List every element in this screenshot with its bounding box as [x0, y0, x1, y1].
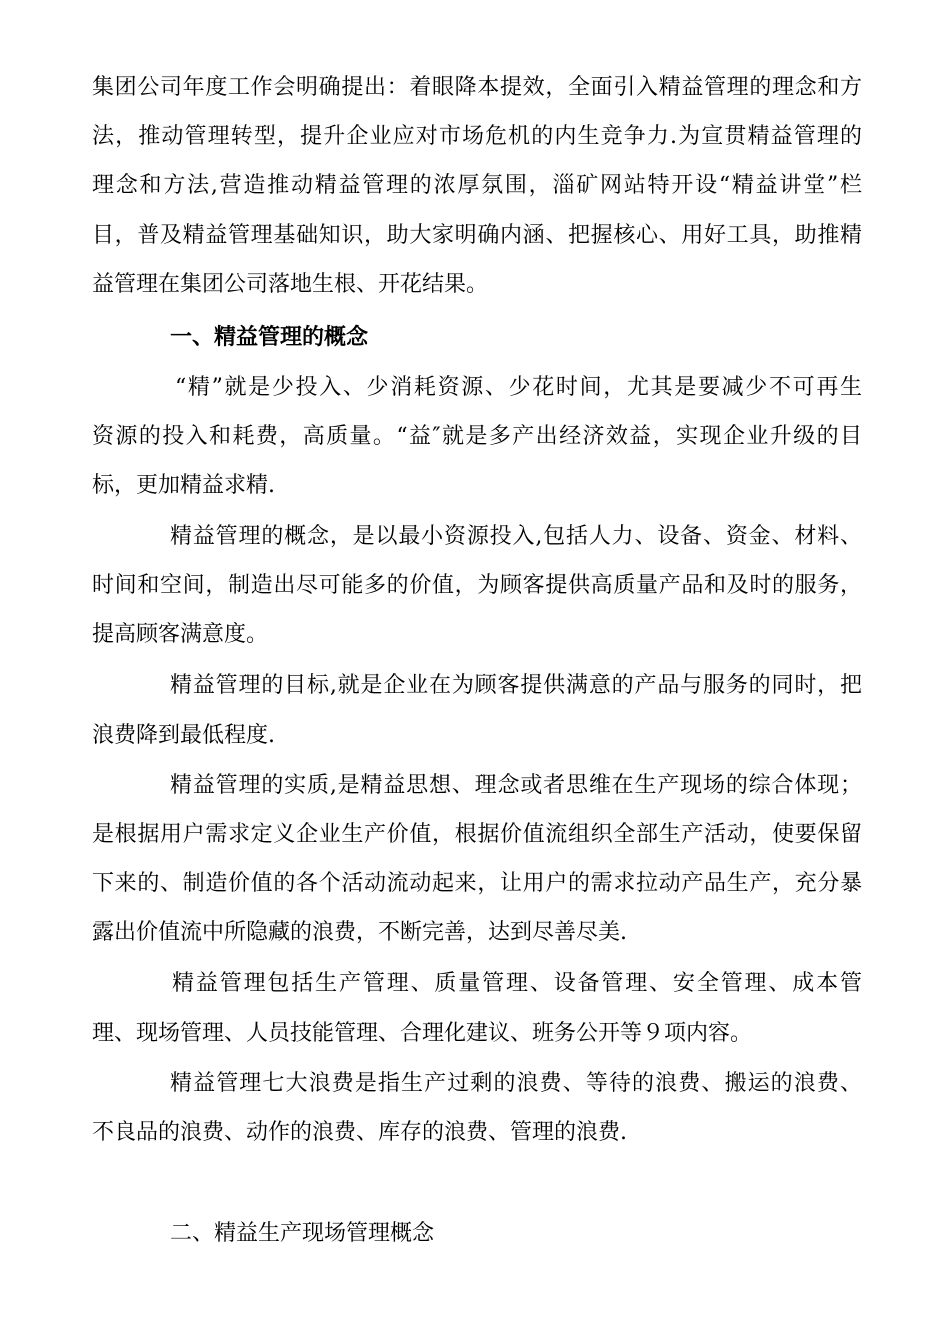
intro-line-3: 理念和方法,营造推动精益管理的浓厚氛围，淄矿网站特开设“精益讲堂”栏 [92, 173, 862, 198]
paragraph-2-line-1: 精益管理的概念，是以最小资源投入,包括人力、设备、资金、材料、 [170, 524, 862, 549]
paragraph-5-line-2: 理、现场管理、人员技能管理、合理化建议、班务公开等９项内容。 [92, 1021, 753, 1046]
paragraph-3-line-1: 精益管理的目标,就是企业在为顾客提供满意的产品与服务的同时，把 [170, 673, 862, 698]
paragraph-6-line-2: 不良品的浪费、动作的浪费、库存的浪费、管理的浪费. [92, 1120, 627, 1145]
intro-line-1: 集团公司年度工作会明确提出：着眼降本提效，全面引入精益管理的理念和方 [92, 75, 862, 100]
intro-line-2: 法，推动管理转型，提升企业应对市场危机的内生竞争力.为宣贯精益管理的 [92, 124, 862, 149]
section-heading-1: 一、精益管理的概念 [170, 325, 369, 350]
paragraph-4-line-4: 露出价值流中所隐藏的浪费，不断完善，达到尽善尽美. [92, 920, 627, 945]
paragraph-1-line-2: 资源的投入和耗费，高质量。“益″就是多产出经济效益，实现企业升级的目 [92, 424, 862, 449]
paragraph-2-line-3: 提高顾客满意度。 [92, 622, 269, 647]
paragraph-4-line-1: 精益管理的实质,是精益思想、理念或者思维在生产现场的综合体现； [170, 773, 862, 798]
paragraph-4-line-3: 下来的、制造价值的各个活动流动起来，让用户的需求拉动产品生产，充分暴 [92, 871, 862, 896]
intro-line-4: 目，普及精益管理基础知识，助大家明确内涵、把握核心、用好工具，助推精 [92, 223, 862, 248]
paragraph-2-line-2: 时间和空间，制造出尽可能多的价值，为顾客提供高质量产品和及时的服务， [92, 573, 862, 598]
paragraph-6-line-1: 精益管理七大浪费是指生产过剩的浪费、等待的浪费、搬运的浪费、 [170, 1071, 862, 1096]
paragraph-1-line-1: “精”就是少投入、少消耗资源、少花时间，尤其是要减少不可再生 [175, 375, 862, 400]
paragraph-1-line-3: 标，更加精益求精. [92, 473, 275, 498]
intro-line-5: 益管理在集团公司落地生根、开花结果。 [92, 272, 489, 297]
section-heading-2: 二、精益生产现场管理概念 [170, 1221, 435, 1246]
paragraph-4-line-2: 是根据用户需求定义企业生产价值，根据价值流组织全部生产活动，使要保留 [92, 822, 862, 847]
paragraph-5-line-1: 精益管理包括生产管理、质量管理、设备管理、安全管理、成本管 [172, 971, 862, 996]
paragraph-3-line-2: 浪费降到最低程度. [92, 723, 275, 748]
